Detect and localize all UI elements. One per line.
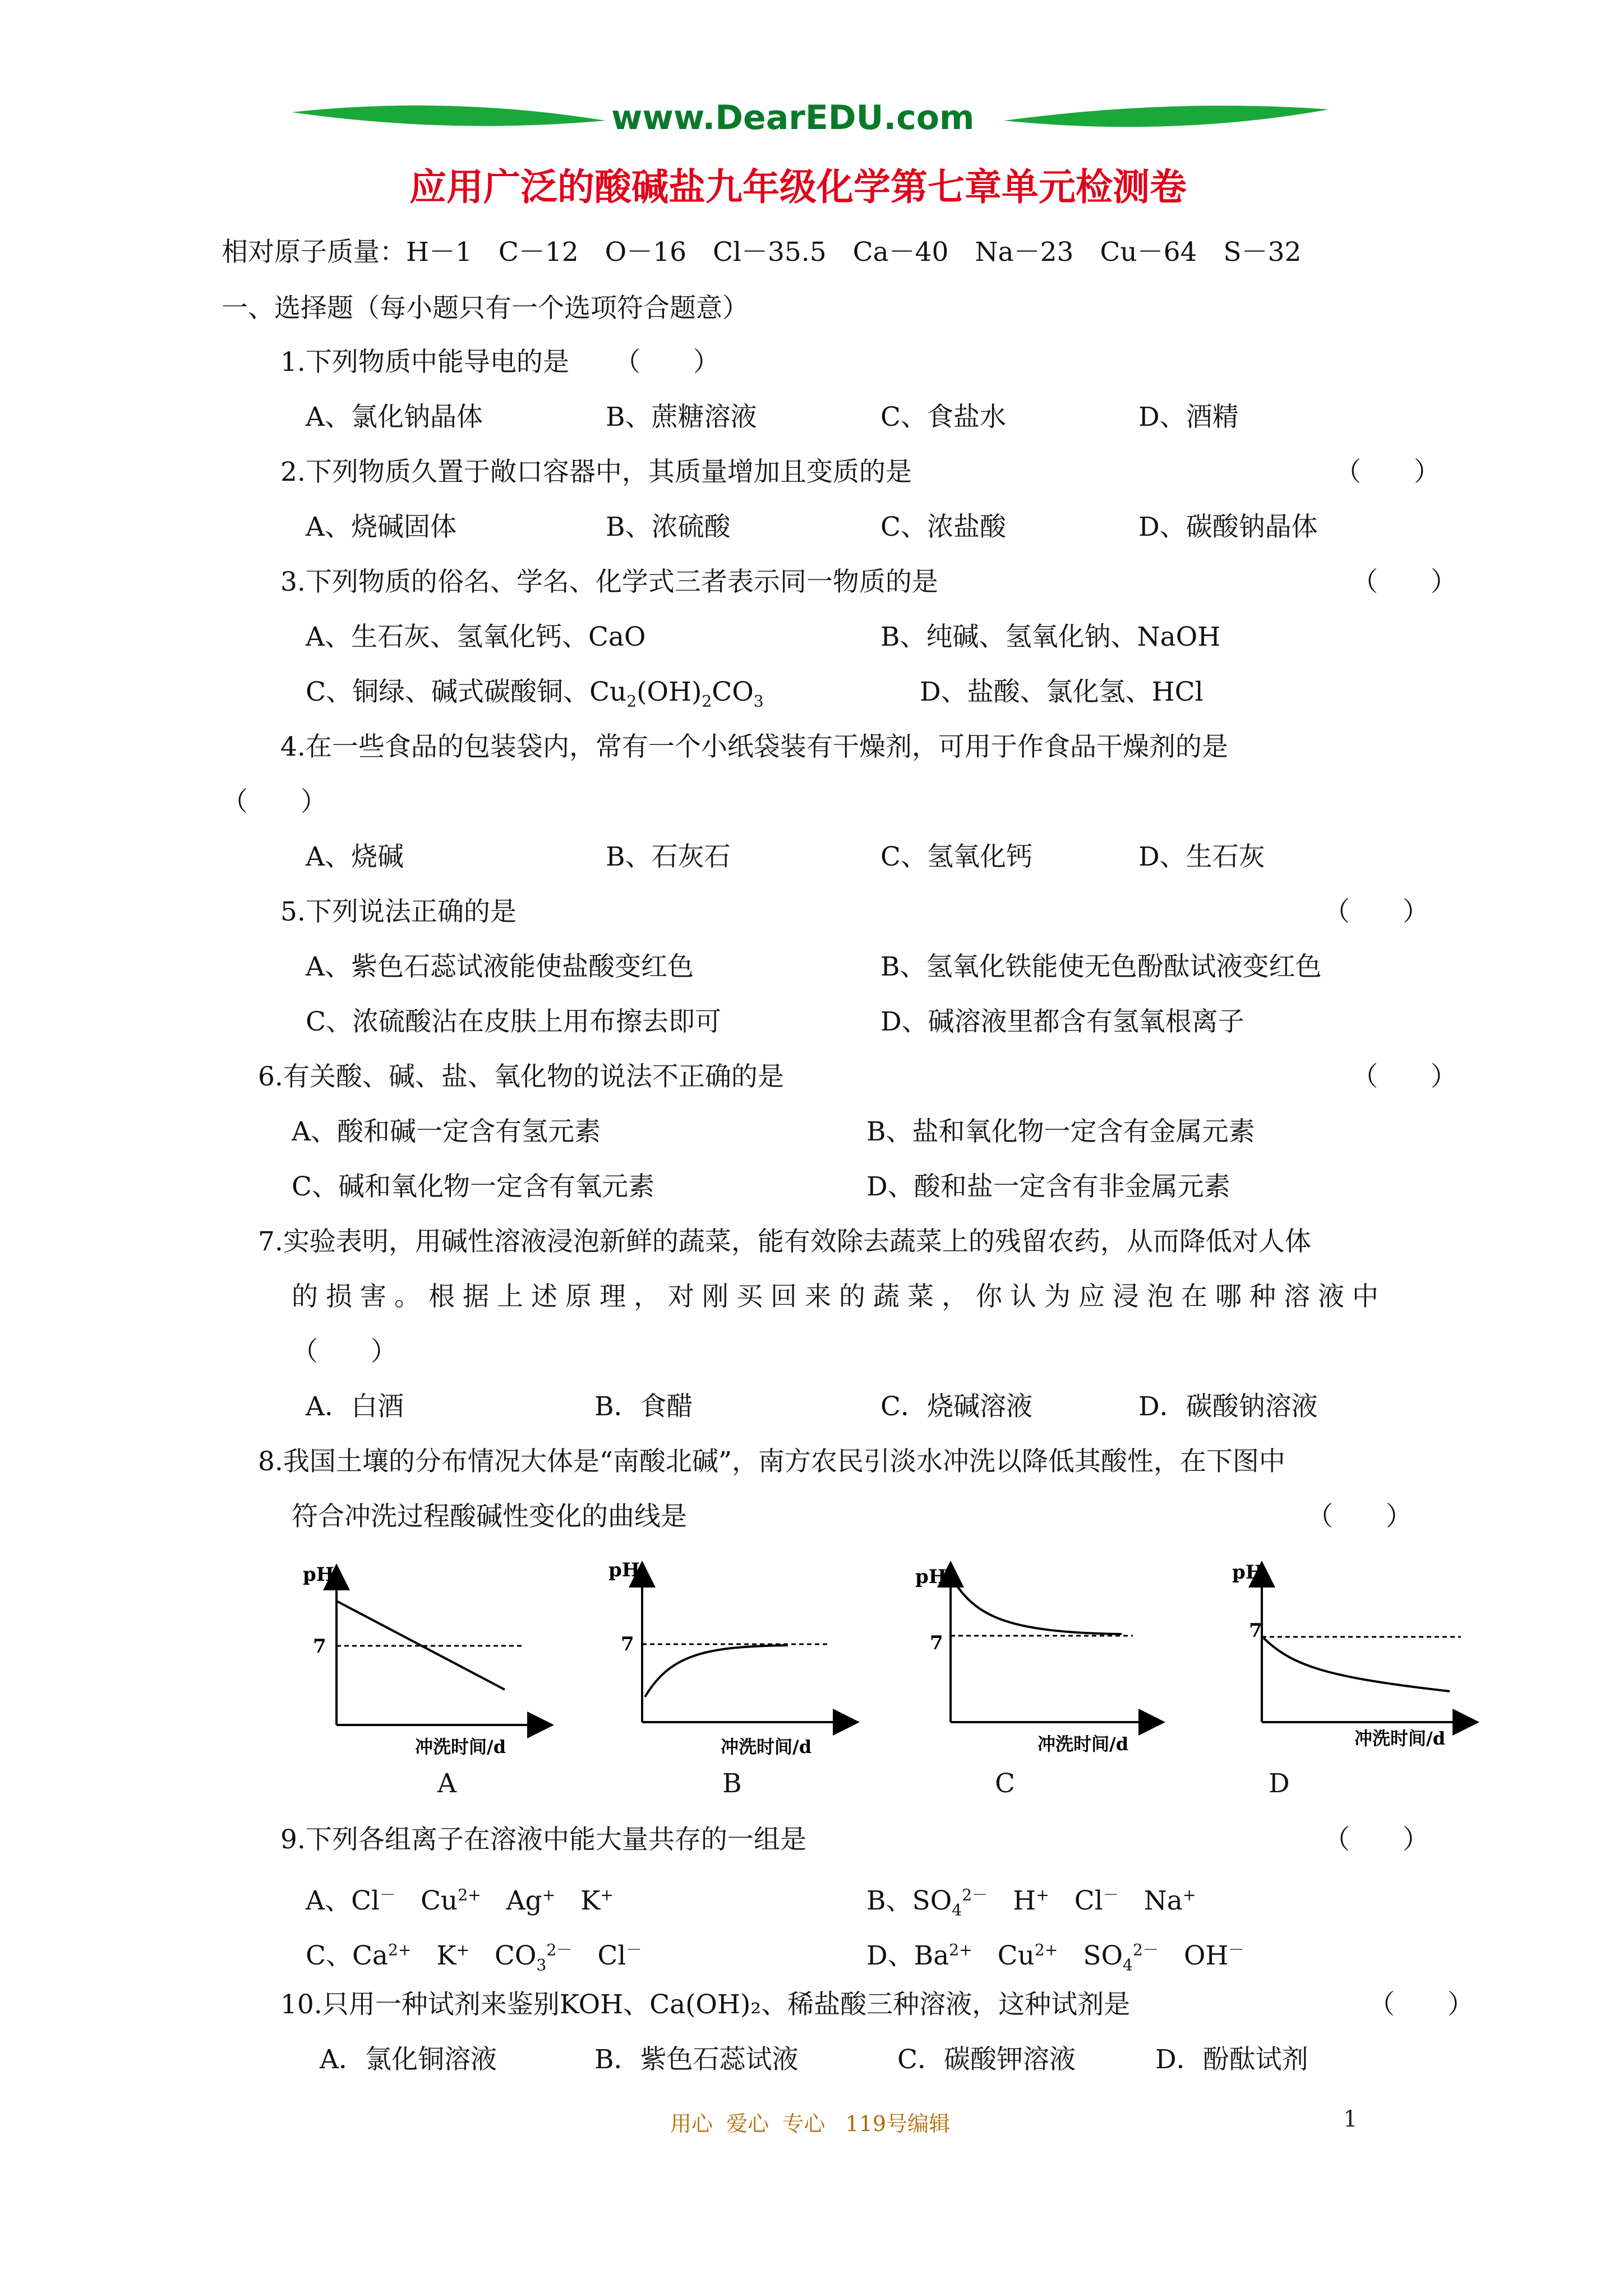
q9-a-ion3: Ag+ xyxy=(506,1885,556,1916)
q4-stem: 4.在一些食品的包装袋内，常有一个小纸袋装有干燥剂，可用于作食品干燥剂的是 xyxy=(280,731,1228,762)
q2-option-a: A、烧碱固体 xyxy=(306,512,457,542)
chart-a xyxy=(303,1559,572,1773)
chart-b-curve xyxy=(645,1645,788,1697)
q1-option-d: D、酒精 xyxy=(1138,402,1239,432)
q4-paren: （ ） xyxy=(222,786,327,817)
chart-c-tick-7: 7 xyxy=(930,1632,943,1654)
q9-c-ion2: K+ xyxy=(436,1940,470,1971)
chart-b-ylabel: pH xyxy=(608,1559,640,1581)
q7-stem-line2: 的损害。根据上述原理，对刚买回来的蔬菜，你认为应浸泡在哪种溶液中 xyxy=(292,1281,1386,1312)
q3-stem: 3.下列物质的俗名、学名、化学式三者表示同一物质的是 xyxy=(280,567,938,597)
q3-c-sub3: 3 xyxy=(753,692,764,711)
q9-c-ion3: $CO_3^{2-}$ xyxy=(494,1940,573,1975)
q6-option-d: D、酸和盐一定含有非金属元素 xyxy=(866,1171,1230,1202)
chart-b-label: B xyxy=(722,1768,742,1799)
q9-paren: （ ） xyxy=(1324,1824,1429,1855)
q1-option-a: A、氯化钠晶体 xyxy=(306,402,483,432)
q2-stem: 2.下列物质久置于敞口容器中，其质量增加且变质的是 xyxy=(280,457,912,487)
q9-b-ion1: B、$SO_4^{2-}$ xyxy=(866,1885,988,1920)
q9-option-b xyxy=(866,1878,1196,1927)
q9-a-ion4: K+ xyxy=(580,1885,614,1916)
chart-c-curve xyxy=(952,1579,1122,1634)
q9-d-ion2: $Cu^{2+}$ xyxy=(997,1940,1058,1971)
q1-paren: （ ） xyxy=(614,347,720,378)
q10-option-d: D．酚酞试剂 xyxy=(1155,2044,1308,2075)
q2-option-d: D、碳酸钠晶体 xyxy=(1138,512,1318,542)
q3-c-mid: (OH) xyxy=(637,677,702,707)
q3-option-a: A、生石灰、氢氧化钙、CaO xyxy=(306,622,646,652)
q9-option-c xyxy=(306,1933,642,1982)
q9-d-ion4: OH－ xyxy=(1183,1940,1244,1971)
header-swoosh-left xyxy=(292,101,606,140)
chart-c-xlabel: 冲洗时间/d xyxy=(1038,1733,1129,1755)
q7-option-b: B．食醋 xyxy=(594,1391,693,1422)
q5-option-d: D、碱溶液里都含有氢氧根离子 xyxy=(880,1006,1244,1037)
chart-d-ylabel: pH xyxy=(1232,1561,1264,1584)
q7-option-a: A．白酒 xyxy=(306,1391,404,1422)
q9-b-ion2: H+ xyxy=(1013,1885,1049,1916)
q6-option-b: B、盐和氧化物一定含有金属元素 xyxy=(866,1116,1255,1147)
chart-d-curve xyxy=(1264,1638,1450,1691)
q5-option-a: A、紫色石蕊试液能使盐酸变红色 xyxy=(306,951,694,982)
atomic-masses: 相对原子质量：H－1 C－12 O－16 Cl－35.5 Ca－40 Na－23 Cu－64 S－32 xyxy=(222,237,1302,268)
chart-d-label: D xyxy=(1269,1768,1290,1799)
q9-c-ion1: C、$Ca^{2+}$ xyxy=(306,1940,412,1971)
q2-paren: （ ） xyxy=(1335,457,1440,487)
chart-a-label: A xyxy=(437,1768,457,1799)
q8-paren: （ ） xyxy=(1307,1501,1412,1532)
q4-option-a: A、烧碱 xyxy=(306,841,404,872)
q1-option-c: C、食盐水 xyxy=(880,402,1006,432)
q2-option-b: B、浓硫酸 xyxy=(606,512,731,542)
q4-option-c: C、氢氧化钙 xyxy=(880,841,1032,872)
q9-d-ion1: D、$Ba^{2+}$ xyxy=(866,1940,972,1971)
chart-b-xlabel: 冲洗时间/d xyxy=(721,1736,812,1757)
q10-option-b: B．紫色石蕊试液 xyxy=(594,2044,799,2075)
q3-c-text: C、铜绿、碱式碳酸铜、Cu xyxy=(306,677,627,707)
q6-paren: （ ） xyxy=(1352,1061,1457,1092)
q1-option-b: B、蔗糖溶液 xyxy=(606,402,757,432)
q3-c-sub2: 2 xyxy=(702,692,712,711)
q7-paren: （ ） xyxy=(292,1336,397,1367)
q5-stem: 5.下列说法正确的是 xyxy=(280,896,517,927)
q9-a-ion2: $Cu^{2+}$ xyxy=(420,1885,481,1916)
q10-option-c: C．碳酸钾溶液 xyxy=(897,2044,1076,2075)
q3-c-post: CO xyxy=(712,677,754,707)
q9-b-ion3: Cl－ xyxy=(1074,1885,1119,1916)
q7-stem-line1: 7.实验表明，用碱性溶液浸泡新鲜的蔬菜，能有效除去蔬菜上的残留农药，从而降低对人体 xyxy=(258,1226,1311,1257)
q7-option-c: C．烧碱溶液 xyxy=(880,1391,1032,1422)
chart-a-xlabel: 冲洗时间/d xyxy=(415,1736,506,1757)
footer-text: 用心 爱心 专心 119号编辑 xyxy=(670,2111,951,2136)
q9-c-ion4: Cl－ xyxy=(597,1940,642,1971)
q3-paren: （ ） xyxy=(1352,567,1457,597)
q9-d-ion3: $SO_4^{2-}$ xyxy=(1083,1940,1159,1975)
page-number: 1 xyxy=(1343,2106,1358,2132)
chart-c-ylabel: pH xyxy=(915,1566,947,1588)
q5-option-b: B、氢氧化铁能使无色酚酞试液变红色 xyxy=(880,951,1322,982)
chart-b xyxy=(608,1554,878,1773)
q5-option-c: C、浓硫酸沾在皮肤上用布擦去即可 xyxy=(306,1006,721,1037)
chart-c-label: C xyxy=(995,1768,1015,1799)
q9-a-ion1: A、Cl－ xyxy=(306,1885,396,1916)
q3-option-d: D、盐酸、氯化氢、HCl xyxy=(920,677,1204,707)
q8-stem-line1: 8.我国土壤的分布情况大体是“南酸北碱”，南方农民引淡水冲洗以降低其酸性，在下图中 xyxy=(258,1446,1285,1477)
q3-c-sub1: 2 xyxy=(626,692,637,711)
chart-c xyxy=(914,1554,1183,1773)
q3-option-c xyxy=(306,675,764,718)
q10-option-a: A．氯化铜溶液 xyxy=(320,2044,497,2075)
q10-paren: （ ） xyxy=(1368,1989,1474,2020)
q6-option-a: A、酸和碱一定含有氢元素 xyxy=(292,1116,601,1147)
chart-a-ylabel: pH xyxy=(303,1563,334,1586)
chart-b-tick-7: 7 xyxy=(621,1633,634,1655)
q3-option-b: B、纯碱、氢氧化钠、NaOH xyxy=(880,622,1221,652)
q7-option-d: D．碳酸钠溶液 xyxy=(1138,1391,1318,1422)
chart-a-tick-7: 7 xyxy=(313,1635,326,1658)
q5-paren: （ ） xyxy=(1324,896,1429,927)
q9-b-ion4: Na+ xyxy=(1144,1885,1196,1916)
q10-stem: 10.只用一种试剂来鉴别KOH、Ca(OH)₂、稀盐酸三种溶液，这种试剂是 xyxy=(280,1989,1131,2020)
q2-option-c: C、浓盐酸 xyxy=(880,512,1006,542)
q1-stem: 1.下列物质中能导电的是 xyxy=(280,347,569,378)
chart-d xyxy=(1225,1554,1495,1773)
site-logo-text: www.DearEDU.com xyxy=(611,98,975,137)
q4-option-d: D、生石灰 xyxy=(1138,841,1265,872)
chart-d-xlabel: 冲洗时间/d xyxy=(1354,1728,1446,1749)
q4-option-b: B、石灰石 xyxy=(606,841,731,872)
q6-stem: 6.有关酸、碱、盐、氧化物的说法不正确的是 xyxy=(258,1061,784,1092)
q9-stem: 9.下列各组离子在溶液中能大量共存的一组是 xyxy=(280,1824,806,1855)
q9-option-d xyxy=(866,1933,1244,1982)
q9-option-a xyxy=(306,1878,614,1918)
q6-option-c: C、碱和氧化物一定含有氧元素 xyxy=(292,1171,654,1202)
q8-stem-line2: 符合冲洗过程酸碱性变化的曲线是 xyxy=(292,1501,687,1532)
section-heading: 一、选择题（每小题只有一个选项符合题意） xyxy=(222,293,749,324)
chart-d-tick-7: 7 xyxy=(1249,1619,1262,1642)
page-title: 应用广泛的酸碱盐九年级化学第七章单元检测卷 xyxy=(409,165,1187,209)
header-swoosh-right xyxy=(1004,101,1329,140)
